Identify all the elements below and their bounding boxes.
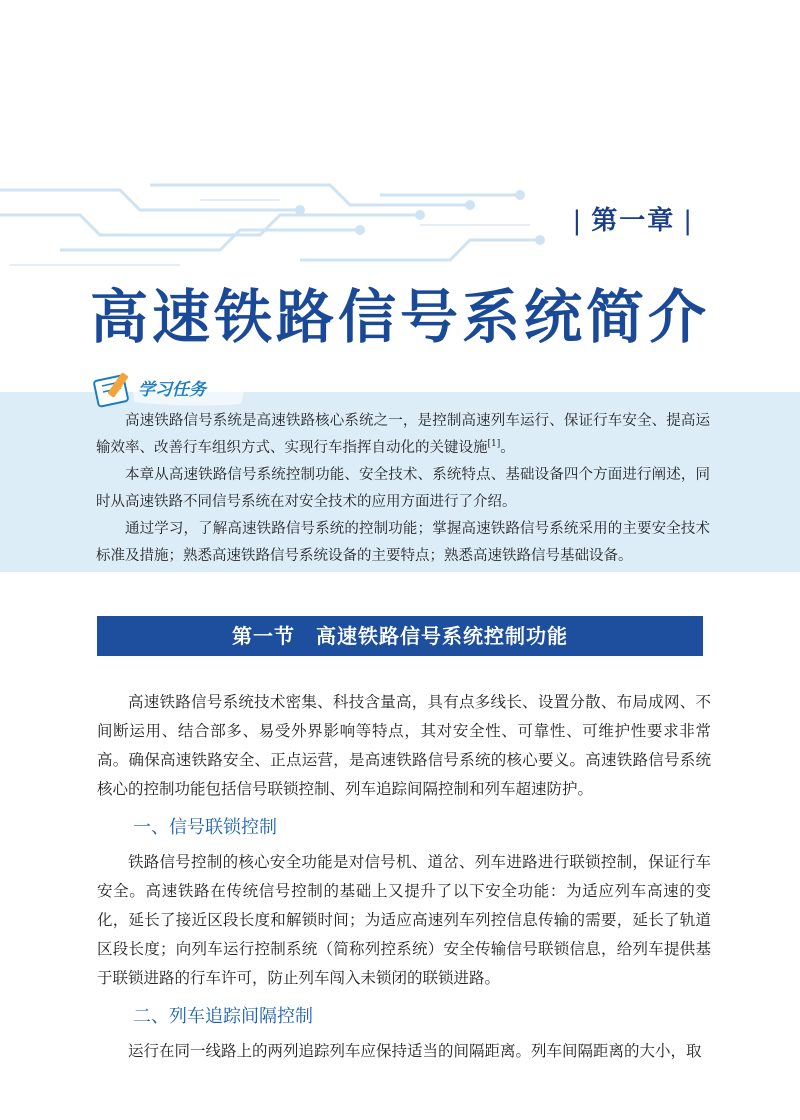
- divider-bar-left: |: [572, 206, 584, 236]
- divider-bar-right: |: [683, 206, 694, 236]
- chapter-number: 第一章: [591, 206, 676, 236]
- reference-mark: [1]: [487, 439, 501, 450]
- task-paragraph: 本章从高速铁路信号系统控制功能、安全技术、系统特点、基础设备四个方面进行阐述，同时从高速铁路不同信号系统在对安全技术的应用方面进行了介绍。: [96, 467, 710, 510]
- task-paragraph-tail: 。: [500, 440, 515, 456]
- subsection-heading: 二、列车追踪间隔控制: [133, 1006, 313, 1027]
- learning-task-badge: 学习任务: [138, 380, 206, 400]
- subsection-text: 铁路信号控制的核心安全功能是对信号机、道岔、列车进路进行联锁控制，保证行车安全。高速铁路在传统信号控制的基础上又提升了以下安全功能：为适应列车高速的变化，延长了接近区段长度和解锁时间；为适应高速列车列控信息传输的需要，延长了轨道区段长度；向列车运行控制系统（简称列控系统）安全传输信号联锁信息，给列车提供基于联锁进路的行车许可，防止列车闯入未锁闭的联锁进路。: [97, 853, 711, 987]
- task-paragraph-text: 高速铁路信号系统是高速铁路核心系统之一，是控制高速列车运行、保证行车安全、提高运输效率、改善行车组织方式、实现行车指挥自动化的关键设施: [96, 413, 710, 456]
- task-paragraph: [96, 408, 710, 462]
- chapter-title: 高速铁路信号系统简介: [89, 283, 710, 351]
- subsection-heading: 一、信号联锁控制: [133, 817, 277, 838]
- subsection-text: 运行在同一线路上的两列追踪列车应保持适当的间隔距离。列车间隔距离的大小，取: [128, 1042, 702, 1060]
- learning-task-text: [96, 408, 710, 570]
- chapter-label: [564, 200, 702, 237]
- section-intro: 高速铁路信号系统技术密集、科技含量高，具有点多线长、设置分散、布局成网、不间断运用、结合部多、易受外界影响等特点，其对安全性、可靠性、可维护性要求非常高。确保高速铁路安全、正点运营，是高速铁路信号系统的核心要义。高速铁路信号系统核心的控制功能包括信号联锁控制、列车追踪间隔控制和列车超速防护。: [97, 693, 711, 798]
- task-paragraph: 通过学习，了解高速铁路信号系统的控制功能；掌握高速铁路信号系统采用的主要安全技术标准及措施；熟悉高速铁路信号系统设备的主要特点；熟悉高速铁路信号基础设备。: [96, 521, 710, 564]
- section-body: [97, 688, 711, 1066]
- section-title-bar: 第一节 高速铁路信号系统控制功能: [97, 616, 703, 656]
